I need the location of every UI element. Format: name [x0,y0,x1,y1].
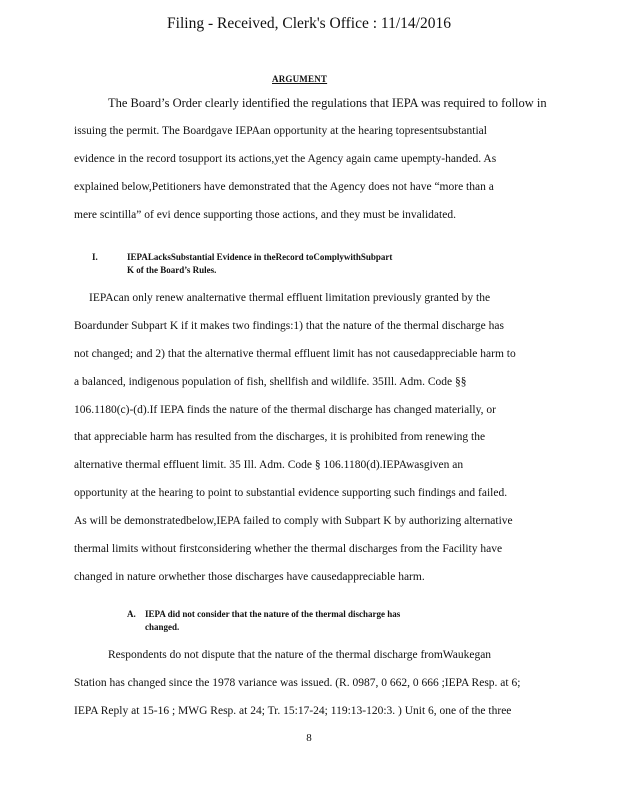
body-line: Boardunder Subpart K if it makes two findings:1) that the nature of the thermal discharge has [74,320,504,332]
subsection-title-line: IEPA did not consider that the nature of the thermal discharge has [145,609,401,619]
argument-heading: ARGUMENT [272,74,328,84]
intro-line: issuing the permit. The Boardgave IEPAan opportunity at the hearing topresentsubstantial [74,125,487,137]
body-line: Respondents do not dispute that the nature of the thermal discharge fromWaukegan [108,649,492,661]
intro-line: explained below,Petitioners have demonstrated that the Agency does not have “more than a [74,181,494,193]
body-line: a balanced, indigenous population of fish, shellfish and wildlife. 35Ill. Adm. Code §§ [74,376,467,388]
subsection-letter: A. [127,609,136,619]
section-numeral: I. [92,252,98,262]
filing-stamp-header: Filing - Received, Clerk's Office : 11/14/2016 [167,15,451,32]
intro-line: evidence in the record tosupport its actions,yet the Agency again came upempty-handed. As [74,153,497,165]
page-number: 8 [306,732,312,744]
body-line: 106.1180(c)-(d).If IEPA finds the nature of the thermal discharge has changed materially, or [74,404,496,416]
body-line: opportunity at the hearing to point to substantial evidence supporting such findings and failed. [74,487,508,499]
body-line: changed in nature orwhether those discharges have causedappreciable harm. [74,571,425,583]
body-line: alternative thermal effluent limit. 35 Ill. Adm. Code § 106.1180(d).IEPAwasgiven an [74,459,464,471]
intro-line: mere scintilla” of evi dence supporting those actions, and they must be invalidated. [74,209,456,221]
section-title-line: IEPALacksSubstantial Evidence in theRecord toComplywithSubpart [127,252,393,262]
body-line: IEPAcan only renew analternative thermal effluent limitation previously granted by the [89,292,491,304]
body-line: As will be demonstratedbelow,IEPA failed to comply with Subpart K by authorizing alternative [74,515,513,527]
body-line: thermal limits without firstconsidering whether the thermal discharges from the Facility have [74,543,503,555]
section-title-line: K of the Board’s Rules. [127,265,217,275]
body-line: IEPA Reply at 15-16 ; MWG Resp. at 24; Tr. 15:17-24; 119:13-120:3. ) Unit 6, one of the three [74,705,512,717]
body-line: that appreciable harm has resulted from the discharges, it is prohibited from renewing the [74,431,486,443]
body-line: Station has changed since the 1978 variance was issued. (R. 0987, 0 662, 0 666 ;IEPA Resp. at 6; [74,677,521,689]
body-line: not changed; and 2) that the alternative thermal effluent limit has not causedappreciable harm to [74,348,516,360]
subsection-title-line: changed. [145,622,180,632]
intro-line: The Board’s Order clearly identified the regulations that IEPA was required to follow in [108,96,547,110]
